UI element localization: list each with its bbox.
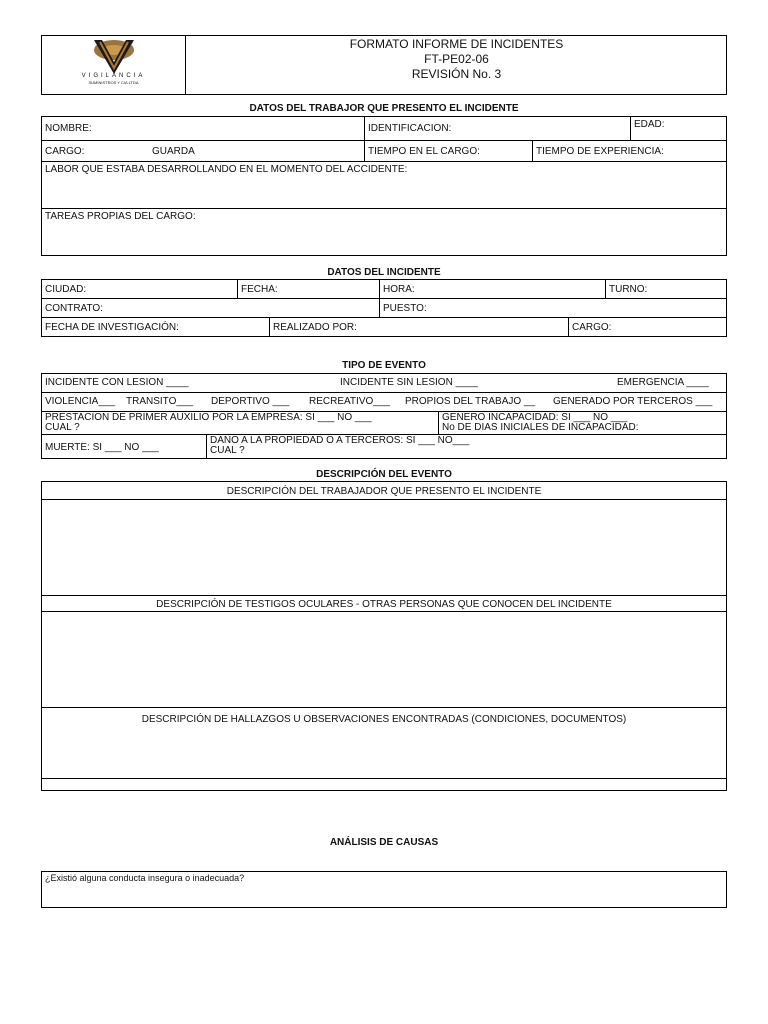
labor-field[interactable]: LABOR QUE ESTABA DESARROLLANDO EN EL MOMENTO DEL ACCIDENTE: — [41, 161, 727, 209]
logo-text-1: VIGILANCIA — [81, 73, 146, 79]
cargo-field[interactable] — [41, 140, 365, 162]
dano-label: DAÑO A LA PROPIEDAD O A TERCEROS: SI ___ NO___ — [210, 435, 470, 446]
ciudad-field[interactable]: CIUDAD: — [41, 279, 238, 299]
incident-heading: DATOS DEL INCIDENTE — [327, 267, 441, 278]
testigos-description-title: DESCRIPCIÓN DE TESTIGOS OCULARES - OTRAS PERSONAS QUE CONOCEN DEL INCIDENTE — [41, 595, 727, 612]
realizado-por-field[interactable]: REALIZADO POR: — [269, 317, 569, 337]
muerte-cell[interactable]: MUERTE: SI ___ NO ___ — [41, 434, 207, 459]
primer-auxilio-cual: CUAL ? — [45, 422, 80, 433]
incapacidad-cell[interactable] — [438, 411, 727, 435]
turno-field[interactable]: TURNO: — [605, 279, 727, 299]
nombre-field[interactable]: NOMBRE: — [41, 116, 365, 141]
primer-auxilio-label: PRESTACION DE PRIMER AUXILIO POR LA EMPRESA: SI ___ NO ___ — [45, 412, 372, 423]
deportivo-option[interactable]: DEPORTIVO ___ — [211, 396, 290, 407]
form-title: FORMATO INFORME DE INCIDENTES — [349, 37, 564, 51]
incapacidad-label: GENERO INCAPACIDAD: SI ___ NO ___ — [442, 412, 628, 423]
con-lesion-option[interactable]: INCIDENTE CON LESION ____ — [45, 377, 189, 388]
puesto-field[interactable]: PUESTO: — [379, 298, 727, 318]
form-revision: REVISIÓN No. 3 — [411, 67, 502, 81]
cargo-value: GUARDA — [152, 146, 195, 157]
transito-option[interactable]: TRANSITO___ — [126, 396, 194, 407]
testigos-description-area[interactable] — [41, 611, 727, 708]
conducta-insegura-field[interactable]: ¿Existió alguna conducta insegura o inadecuada? — [41, 871, 727, 908]
emergencia-option[interactable]: EMERGENCIA ____ — [617, 377, 709, 388]
primer-auxilio-cell[interactable] — [41, 411, 439, 435]
fecha-investigacion-field[interactable]: FECHA DE INVESTIGACIÓN: — [41, 317, 270, 337]
fecha-field[interactable]: FECHA: — [237, 279, 380, 299]
hora-field[interactable]: HORA: — [379, 279, 606, 299]
propios-option[interactable]: PROPIOS DEL TRABAJO __ — [405, 396, 536, 407]
trabajador-description-title: DESCRIPCIÓN DEL TRABAJADOR QUE PRESENTO EL INCIDENTE — [41, 481, 727, 500]
dias-incapacidad-label: No DE DIAS INICIALES DE INCAPACIDAD: — [442, 422, 639, 433]
edad-field[interactable]: EDAD: — [630, 116, 727, 141]
company-logo — [42, 36, 185, 94]
violencia-option[interactable]: VIOLENCIA___ — [45, 396, 116, 407]
recreativo-option[interactable]: RECREATIVO___ — [309, 396, 390, 407]
description-heading: DESCRIPCIÓN DEL EVENTO — [316, 469, 452, 480]
investigador-cargo-field[interactable]: CARGO: — [568, 317, 727, 337]
trabajador-description-area[interactable] — [41, 499, 727, 596]
tiempo-cargo-field[interactable]: TIEMPO EN EL CARGO: — [364, 140, 533, 162]
terceros-option[interactable]: GENERADO POR TERCEROS ___ — [553, 396, 713, 407]
hallazgos-description-title: DESCRIPCIÓN DE HALLAZGOS U OBSERVACIONES ENCONTRADAS (CONDICIONES, DOCUMENTOS) — [141, 714, 627, 725]
worker-heading: DATOS DEL TRABAJOR QUE PRESENTO EL INCIDENTE — [249, 103, 519, 114]
identificacion-field[interactable]: IDENTIFICACION: — [364, 116, 631, 141]
tareas-field[interactable]: TAREAS PROPIAS DEL CARGO: — [41, 208, 727, 256]
form-code: FT-PE02-06 — [424, 52, 489, 66]
logo-cell — [41, 35, 186, 95]
dano-cell[interactable] — [206, 434, 727, 459]
logo-text-2: SUMINISTROS Y CIA LTDA — [88, 80, 139, 85]
sin-lesion-option[interactable]: INCIDENTE SIN LESION ____ — [340, 377, 478, 388]
causes-heading: ANÁLISIS DE CAUSAS — [329, 837, 439, 848]
tiempo-experiencia-field[interactable]: TIEMPO DE EXPERIENCIA: — [532, 140, 727, 162]
cargo-label: CARGO: — [45, 146, 85, 157]
event-type-heading: TIPO DE EVENTO — [342, 360, 426, 371]
dano-cual: CUAL ? — [210, 445, 245, 456]
contrato-field[interactable]: CONTRATO: — [41, 298, 380, 318]
